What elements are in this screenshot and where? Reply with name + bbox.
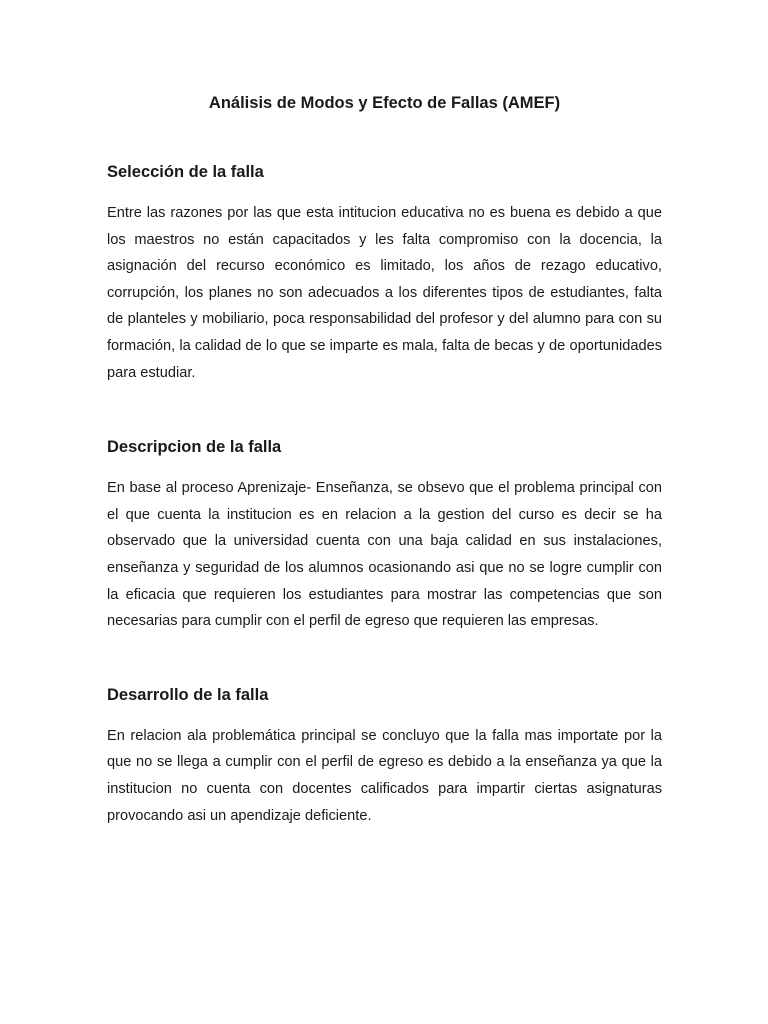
section-paragraph: En relacion ala problemática principal se concluyo que la falla mas importate por la que no se llega a cumplir con el perfil de egreso es debido a la enseñanza ya que la institucion no cuenta con docentes calificados para impartir ciertas asignaturas provocando asi un apendizaje deficiente.: [107, 727, 662, 824]
section-heading: Desarrollo de la falla: [107, 685, 269, 704]
section-paragraph: Entre las razones por las que esta intitucion educativa no es buena es debido a que los maestros no están capacitados y les falta compromiso con la docencia, la asignación del recurso económico es limitado, los años de rezago educativo, corrupción, los planes no son adecuados a los diferentes tipos de estudiantes, falta de planteles y mobiliario, poca responsabilidad del profesor y del alumno para con su formación, la calidad de lo que se imparte es mala, falta de becas y de oportunidades para estudiar.: [107, 205, 662, 381]
section-paragraph: En base al proceso Aprenizaje- Enseñanza, se obsevo que el problema principal con el que cuenta la institucion es en relacion a la gestion del curso es decir se ha observado que la universidad cuenta con una baja calidad en sus instalaciones, enseñanza y seguridad de los alumnos ocasionando asi que no se logre cumplir con la eficacia que requieren los estudiantes para mostrar las competencias que son necesarias para cumplir con el perfil de egreso que requieren las empresas.: [107, 480, 662, 630]
section-seleccion: [107, 161, 662, 386]
section-descripcion: [107, 436, 662, 635]
document-title: Análisis de Modos y Efecto de Fallas (AMEF): [208, 94, 561, 112]
section-desarrollo: [107, 684, 662, 829]
section-heading: Descripcion de la falla: [107, 438, 282, 457]
section-heading: Selección de la falla: [107, 163, 264, 181]
